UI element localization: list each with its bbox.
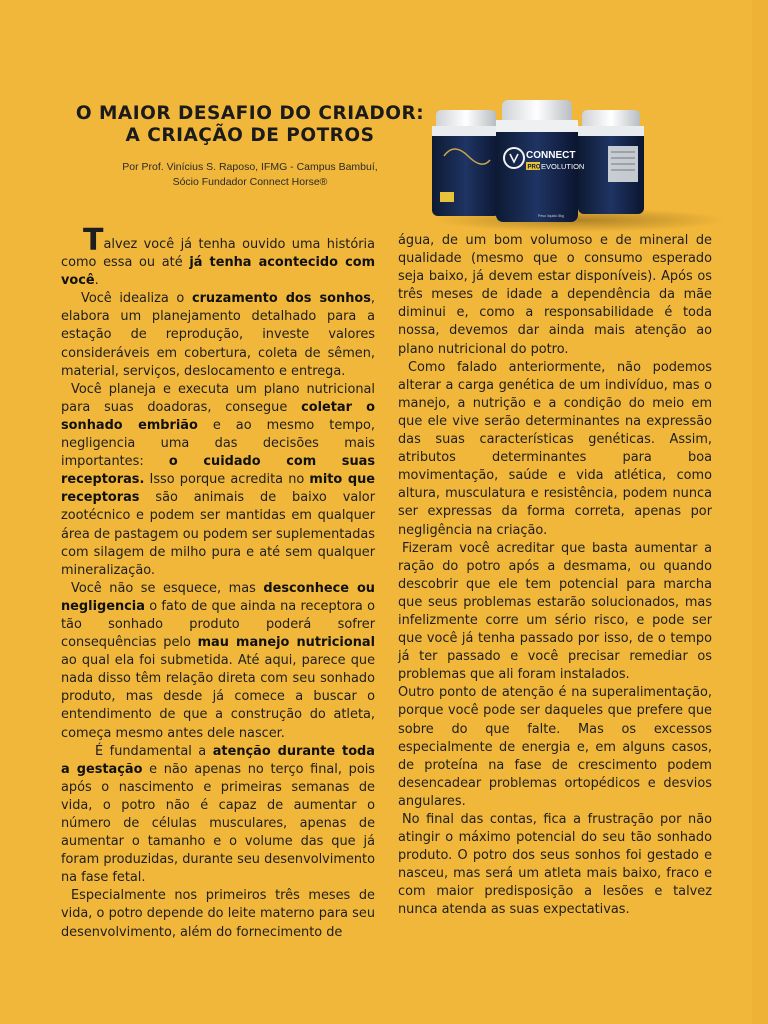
paragraph: No final das contas, fica a frustração por não atingir o máximo potencial do seu tão sonhado produto. O potro dos seus sonhos foi gestado e nasceu, mas será um atleta mais baixo, fraco e com maior predisposição a lesões e talvez nunca atenda as suas expectativas. [398,812,712,918]
article-column-left [61,223,376,942]
drop-cap: T [83,223,104,258]
subbrand-text: EVOLUTION [541,162,585,171]
byline [62,160,438,190]
weight-label-text: Peso líquido 5kg [538,214,564,218]
paragraph: Talvez você já tenha ouvido uma história como essa ou até já tenha acontecido com você. [61,223,376,289]
paragraph: Você planeja e executa um plano nutricional para suas doadoras, consegue coletar o sonhado embrião e ao mesmo tempo, negligencia uma das decisões mais importantes: o cuidado com suas receptoras. Isso porque acredita no mito que receptoras são animais de baixo valor zootécnico e podem ser mantidas em qualquer área de pastagem ou podem ser suplementadas com silagem de milho pura e até sem qualquer mineralização. [61,381,376,578]
title-line-2: A CRIAÇÃO DE POTROS [125,125,375,146]
product-image [430,96,726,232]
container-center [496,100,584,222]
container-right [578,110,644,214]
paragraph: Outro ponto de atenção é na superalimentação, porque você pode ser daqueles que prefere que sobre do que falte. Mas os excessos especialmente de energia e, em alguns casos, de proteína na fase de crescimento podem desencadear problemas ortopédicos e desvios angulares. [398,685,712,809]
byline-line-1: Por Prof. Vinícius S. Raposo, IFMG - Campus Bambuí, [122,161,378,173]
page-edge [752,0,768,1024]
article-column-right [398,232,712,920]
container-left [432,110,500,216]
byline-line-2: Sócio Fundador Connect Horse® [172,176,328,188]
brand-name-text: CONNECT [526,150,576,161]
paragraph: Como falado anteriormente, não podemos alterar a carga genética de um indivíduo, mas o manejo, a nutrição e a condição do meio em que ele vive serão determinantes na expressão das suas características genéticas. Assim, atributos determinantes para boa movimentação, saúde e vida atlética, como altura, musculatura e resistência, podem nunca ser expressas da forma correta, apenas por negligência na criação. [398,359,712,538]
paragraph: Você não se esquece, mas desconhece ou negligencia o fato de que ainda na receptora o tão sonhado produto poderá sofrer consequências pelo mau manejo nutricional ao qual ela foi submetida. Até aqui, parece que nada disso têm relação direta com seu sonhado produto, mas desde já comece a buscar o entendimento de que a construção do atleta, começa mesmo antes dele nascer. [61,580,375,741]
article-title [62,103,438,147]
paragraph: água, de um bom volumoso e de mineral de qualidade (mesmo que o consumo esperado seja baixo, já devem estar disponíveis). Após os três meses de idade a dependência da mãe diminui e, como a responsabilidade é toda nossa, devemos dar ainda mais atenção ao plano nutricional do potro. [398,233,712,357]
paragraph: Especialmente nos primeiros três meses de vida, o potro depende do leite materno para seu desenvolvimento, além do fornecimento de [61,888,375,940]
paragraph: É fundamental a atenção durante toda a gestação e não apenas no terço final, pois após o nascimento e primeiras semanas de vida, o potro não é capaz de aumentar o número de células musculares, apenas de aumentar o tamanho e o volume das que já foram produzidas, durante seu desenvolvimento na fase fetal. [61,743,375,886]
title-line-1: O MAIOR DESAFIO DO CRIADOR: [75,103,425,124]
pro-badge-text: PRO [527,164,541,171]
paragraph: Você idealiza o cruzamento dos sonhos, elabora um planejamento detalhado para a estação de reprodução, investe valores consideráveis em cobertura, coleta de sêmen, material, serviços, deslocamento e entrega. [61,291,376,379]
paragraph: Fizeram você acreditar que basta aumentar a ração do potro após a desmama, ou quando descobrir que ele tem potencial para marcha que seus problemas estarão solucionados, mas infelizmente corre um sério risco, e pode ser que você já tenha passado por isso, de o tempo já ter passado e você precisar remediar os problemas que ali foram instalados. [398,540,712,683]
